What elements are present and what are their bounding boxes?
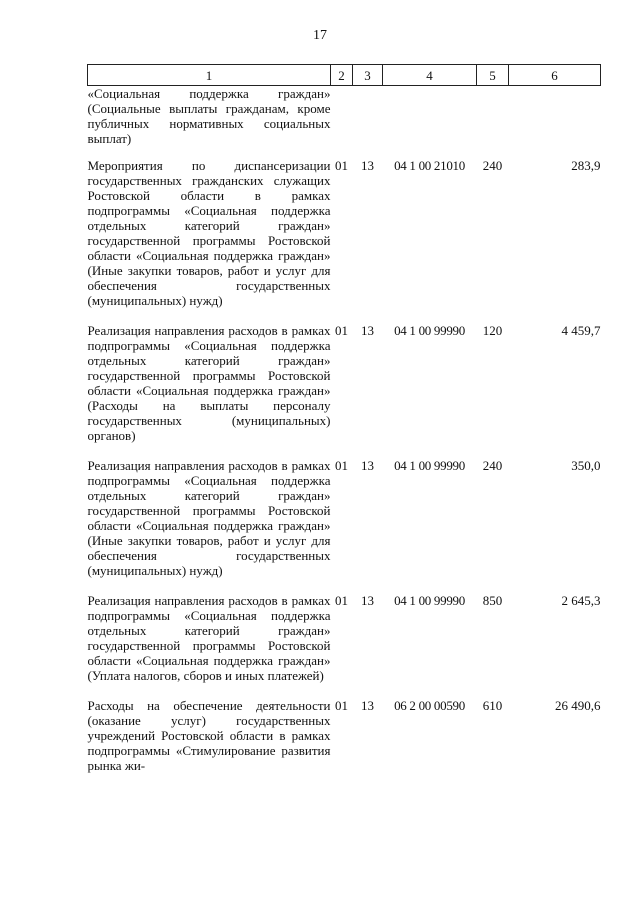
table-row [88, 698, 601, 788]
table-row [88, 86, 601, 159]
row-amount: 283,9 [571, 158, 601, 173]
row-expense-type [477, 86, 509, 159]
row-section: 01 [335, 698, 348, 713]
budget-table [87, 64, 601, 788]
row-amount: 4 459,7 [561, 323, 601, 338]
row-subsection: 13 [361, 593, 374, 608]
row-expense-type: 120 [482, 323, 503, 338]
row-description: Расходы на обеспечение деятельности (оказание услуг) государственных учреждений Ростовской области в рамках подпрограммы «Стимулирование развития рынка жи- [87, 698, 331, 773]
row-target-code: 04 1 00 99990 [394, 323, 465, 338]
row-expense-type: 240 [482, 458, 503, 473]
row-section: 01 [335, 458, 348, 473]
header-col-3: 3 [353, 65, 383, 86]
row-expense-type: 240 [482, 158, 503, 173]
table-row [88, 323, 601, 458]
row-section: 01 [335, 593, 348, 608]
row-section [331, 86, 353, 159]
row-subsection [353, 86, 383, 159]
page-number: 17 [313, 28, 327, 43]
header-col-1: 1 [88, 65, 331, 86]
row-description: Мероприятия по диспансеризации государственных гражданских служащих Ростовской области в рамках подпрограммы «Социальная поддержка отдельных категорий граждан» государственной программы Ростовской области «Социальная поддержка граждан» (Иные закупки товаров, работ и услуг для обеспечения государственных (муниципальных) нужд) [87, 158, 331, 308]
row-description: Реализация направления расходов в рамках подпрограммы «Социальная поддержка отдельных категорий граждан» государственной программы Ростовской области «Социальная поддержка граждан» (Расходы на выплаты персоналу государственных (муниципальных) органов) [87, 323, 331, 443]
row-target-code: 04 1 00 99990 [394, 593, 465, 608]
table-header-row [88, 65, 601, 86]
row-description: «Социальная поддержка граждан» (Социальные выплаты гражданам, кроме публичных нормативных социальных выплат) [87, 86, 331, 146]
table-row [88, 158, 601, 323]
row-subsection: 13 [361, 323, 374, 338]
row-section: 01 [335, 323, 348, 338]
header-col-6: 6 [509, 65, 601, 86]
header-col-5: 5 [477, 65, 509, 86]
row-amount: 2 645,3 [561, 593, 601, 608]
row-description: Реализация направления расходов в рамках подпрограммы «Социальная поддержка отдельных категорий граждан» государственной программы Ростовской области «Социальная поддержка граждан» (Уплата налогов, сборов и иных платежей) [87, 593, 331, 683]
row-subsection: 13 [361, 458, 374, 473]
table-row [88, 593, 601, 698]
row-subsection: 13 [361, 158, 374, 173]
header-col-4: 4 [383, 65, 477, 86]
row-target-code: 06 2 00 00590 [394, 698, 465, 713]
row-target-code [383, 86, 477, 159]
row-description: Реализация направления расходов в рамках подпрограммы «Социальная поддержка отдельных категорий граждан» государственной программы Ростовской области «Социальная поддержка граждан» (Иные закупки товаров, работ и услуг для обеспечения государственных (муниципальных) нужд) [87, 458, 331, 578]
header-col-2: 2 [331, 65, 353, 86]
row-amount [509, 86, 601, 159]
row-subsection: 13 [361, 698, 374, 713]
table-row [88, 458, 601, 593]
row-amount: 350,0 [571, 458, 601, 473]
row-expense-type: 850 [482, 593, 503, 608]
row-target-code: 04 1 00 99990 [394, 458, 465, 473]
row-target-code: 04 1 00 21010 [394, 158, 465, 173]
row-amount: 26 490,6 [555, 698, 601, 713]
row-section: 01 [335, 158, 348, 173]
row-expense-type: 610 [482, 698, 503, 713]
